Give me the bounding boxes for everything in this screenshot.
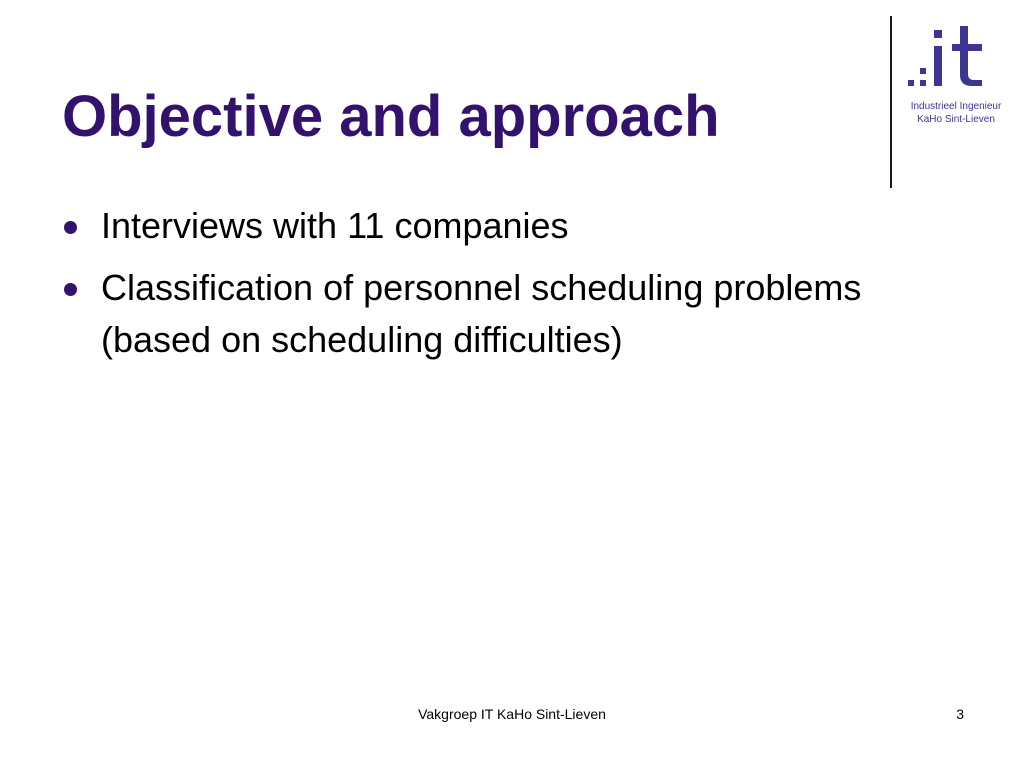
logo-caption — [900, 100, 1012, 126]
bullet-text: Classification of personnel scheduling problems (based on scheduling difficulties) — [101, 267, 862, 360]
logo-caption-line2: KaHo Sint-Lieven — [917, 114, 995, 125]
bullet-item — [62, 262, 912, 366]
footer-text: Vakgroep IT KaHo Sint-Lieven — [418, 706, 606, 722]
bullet-item — [62, 200, 912, 252]
bullet-dot-icon — [64, 283, 77, 296]
it-logo-mark — [902, 18, 1012, 98]
logo-caption-line1: Industrieel Ingenieur — [910, 101, 1002, 112]
logo-divider — [890, 16, 892, 188]
bullet-dot-icon — [64, 221, 77, 234]
bullet-text: Interviews with 11 companies — [101, 205, 569, 246]
page-number: 3 — [956, 706, 964, 722]
bullet-list — [62, 200, 912, 376]
slide-title: Objective and approach — [62, 84, 720, 149]
